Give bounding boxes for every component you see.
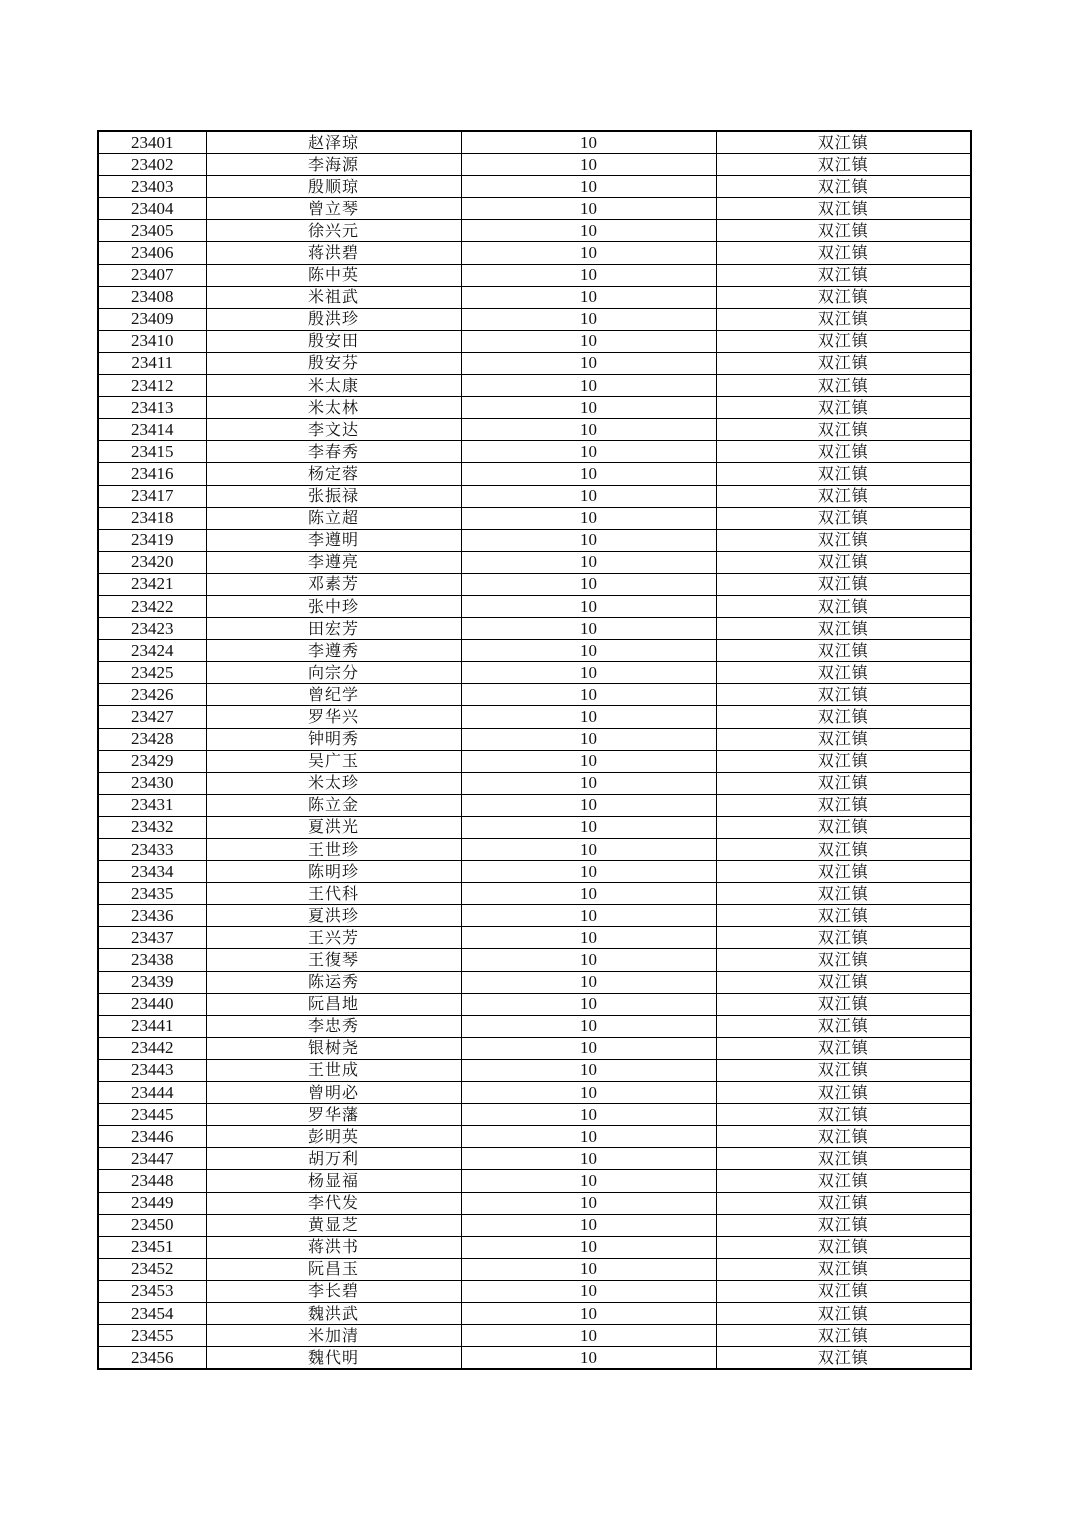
table-row	[98, 618, 971, 640]
cell-name: 彭明英	[206, 1126, 461, 1148]
cell-amount: 10	[461, 463, 716, 485]
cell-town: 双江镇	[716, 1126, 971, 1148]
cell-amount: 10	[461, 573, 716, 595]
cell-name: 曾纪学	[206, 684, 461, 706]
cell-town: 双江镇	[716, 131, 971, 154]
table-row	[98, 750, 971, 772]
cell-town: 双江镇	[716, 198, 971, 220]
cell-name: 李代发	[206, 1192, 461, 1214]
cell-town: 双江镇	[716, 728, 971, 750]
cell-town: 双江镇	[716, 905, 971, 927]
cell-amount: 10	[461, 529, 716, 551]
cell-name: 李遵亮	[206, 551, 461, 573]
cell-town: 双江镇	[716, 883, 971, 905]
cell-town: 双江镇	[716, 1037, 971, 1059]
cell-amount: 10	[461, 706, 716, 728]
cell-id: 23411	[98, 352, 206, 374]
table-row	[98, 1037, 971, 1059]
cell-amount: 10	[461, 397, 716, 419]
table-row	[98, 905, 971, 927]
cell-amount: 10	[461, 750, 716, 772]
table-row	[98, 1170, 971, 1192]
cell-town: 双江镇	[716, 220, 971, 242]
table-row	[98, 1302, 971, 1324]
cell-name: 田宏芳	[206, 618, 461, 640]
cell-amount: 10	[461, 286, 716, 308]
cell-town: 双江镇	[716, 352, 971, 374]
table-row	[98, 441, 971, 463]
cell-amount: 10	[461, 1258, 716, 1280]
cell-name: 夏洪光	[206, 816, 461, 838]
table-row	[98, 772, 971, 794]
cell-id: 23421	[98, 573, 206, 595]
cell-town: 双江镇	[716, 1280, 971, 1302]
cell-id: 23407	[98, 264, 206, 286]
table-row	[98, 1236, 971, 1258]
cell-amount: 10	[461, 1302, 716, 1324]
cell-amount: 10	[461, 131, 716, 154]
cell-name: 王兴芳	[206, 927, 461, 949]
cell-amount: 10	[461, 861, 716, 883]
cell-name: 夏洪珍	[206, 905, 461, 927]
table-row	[98, 1126, 971, 1148]
cell-id: 23405	[98, 220, 206, 242]
cell-name: 王世成	[206, 1059, 461, 1081]
cell-town: 双江镇	[716, 706, 971, 728]
cell-name: 陈明珍	[206, 861, 461, 883]
table-row	[98, 242, 971, 264]
cell-town: 双江镇	[716, 1015, 971, 1037]
cell-amount: 10	[461, 242, 716, 264]
cell-id: 23439	[98, 971, 206, 993]
cell-name: 邓素芳	[206, 573, 461, 595]
cell-id: 23430	[98, 772, 206, 794]
cell-town: 双江镇	[716, 330, 971, 352]
cell-name: 张中珍	[206, 595, 461, 617]
table-row	[98, 154, 971, 176]
cell-town: 双江镇	[716, 1059, 971, 1081]
cell-name: 米加清	[206, 1325, 461, 1347]
cell-amount: 10	[461, 905, 716, 927]
cell-id: 23408	[98, 286, 206, 308]
cell-id: 23428	[98, 728, 206, 750]
cell-id: 23431	[98, 794, 206, 816]
cell-id: 23425	[98, 662, 206, 684]
cell-town: 双江镇	[716, 485, 971, 507]
cell-town: 双江镇	[716, 595, 971, 617]
cell-name: 米祖武	[206, 286, 461, 308]
table-row	[98, 861, 971, 883]
cell-id: 23415	[98, 441, 206, 463]
cell-id: 23454	[98, 1302, 206, 1324]
cell-amount: 10	[461, 1037, 716, 1059]
cell-town: 双江镇	[716, 441, 971, 463]
cell-id: 23447	[98, 1148, 206, 1170]
table-row	[98, 839, 971, 861]
table-row	[98, 662, 971, 684]
cell-id: 23441	[98, 1015, 206, 1037]
cell-id: 23450	[98, 1214, 206, 1236]
cell-amount: 10	[461, 1347, 716, 1370]
cell-town: 双江镇	[716, 1148, 971, 1170]
table-row	[98, 507, 971, 529]
cell-amount: 10	[461, 971, 716, 993]
cell-name: 罗华兴	[206, 706, 461, 728]
cell-name: 殷顺琼	[206, 176, 461, 198]
cell-amount: 10	[461, 375, 716, 397]
cell-id: 23446	[98, 1126, 206, 1148]
cell-id: 23445	[98, 1104, 206, 1126]
cell-town: 双江镇	[716, 662, 971, 684]
cell-town: 双江镇	[716, 1236, 971, 1258]
cell-amount: 10	[461, 993, 716, 1015]
table-row	[98, 1082, 971, 1104]
cell-id: 23414	[98, 419, 206, 441]
cell-name: 王代科	[206, 883, 461, 905]
cell-amount: 10	[461, 595, 716, 617]
cell-name: 蒋洪书	[206, 1236, 461, 1258]
cell-id: 23423	[98, 618, 206, 640]
cell-id: 23417	[98, 485, 206, 507]
table-row	[98, 529, 971, 551]
cell-town: 双江镇	[716, 286, 971, 308]
cell-name: 杨显福	[206, 1170, 461, 1192]
cell-name: 米太林	[206, 397, 461, 419]
cell-name: 银树尧	[206, 1037, 461, 1059]
cell-id: 23452	[98, 1258, 206, 1280]
cell-town: 双江镇	[716, 375, 971, 397]
cell-amount: 10	[461, 198, 716, 220]
cell-id: 23436	[98, 905, 206, 927]
cell-amount: 10	[461, 1015, 716, 1037]
cell-id: 23416	[98, 463, 206, 485]
cell-name: 向宗分	[206, 662, 461, 684]
table-row	[98, 397, 971, 419]
cell-town: 双江镇	[716, 640, 971, 662]
cell-id: 23453	[98, 1280, 206, 1302]
cell-town: 双江镇	[716, 772, 971, 794]
cell-amount: 10	[461, 308, 716, 330]
cell-town: 双江镇	[716, 618, 971, 640]
cell-id: 23437	[98, 927, 206, 949]
cell-amount: 10	[461, 1170, 716, 1192]
cell-amount: 10	[461, 352, 716, 374]
cell-id: 23410	[98, 330, 206, 352]
cell-town: 双江镇	[716, 264, 971, 286]
table-row	[98, 595, 971, 617]
cell-name: 曾立琴	[206, 198, 461, 220]
cell-town: 双江镇	[716, 154, 971, 176]
cell-id: 23444	[98, 1082, 206, 1104]
cell-town: 双江镇	[716, 1214, 971, 1236]
cell-name: 陈立金	[206, 794, 461, 816]
cell-town: 双江镇	[716, 529, 971, 551]
cell-id: 23429	[98, 750, 206, 772]
cell-town: 双江镇	[716, 839, 971, 861]
cell-id: 23419	[98, 529, 206, 551]
cell-name: 罗华藩	[206, 1104, 461, 1126]
table-row	[98, 286, 971, 308]
cell-town: 双江镇	[716, 816, 971, 838]
table-row	[98, 728, 971, 750]
table-row	[98, 1148, 971, 1170]
table-row	[98, 375, 971, 397]
cell-amount: 10	[461, 816, 716, 838]
cell-town: 双江镇	[716, 794, 971, 816]
cell-name: 殷安田	[206, 330, 461, 352]
cell-amount: 10	[461, 640, 716, 662]
cell-name: 张振禄	[206, 485, 461, 507]
cell-town: 双江镇	[716, 949, 971, 971]
cell-town: 双江镇	[716, 971, 971, 993]
cell-id: 23432	[98, 816, 206, 838]
cell-name: 阮昌玉	[206, 1258, 461, 1280]
cell-id: 23404	[98, 198, 206, 220]
cell-name: 蒋洪碧	[206, 242, 461, 264]
cell-name: 殷洪珍	[206, 308, 461, 330]
cell-name: 李文达	[206, 419, 461, 441]
table-row	[98, 1214, 971, 1236]
cell-name: 李春秀	[206, 441, 461, 463]
cell-name: 钟明秀	[206, 728, 461, 750]
cell-id: 23448	[98, 1170, 206, 1192]
cell-id: 23402	[98, 154, 206, 176]
cell-amount: 10	[461, 176, 716, 198]
cell-name: 徐兴元	[206, 220, 461, 242]
table-row	[98, 1347, 971, 1370]
cell-name: 李遵秀	[206, 640, 461, 662]
table-row	[98, 485, 971, 507]
table-row	[98, 993, 971, 1015]
table-row	[98, 463, 971, 485]
table-row	[98, 573, 971, 595]
cell-id: 23413	[98, 397, 206, 419]
cell-amount: 10	[461, 1104, 716, 1126]
cell-town: 双江镇	[716, 573, 971, 595]
cell-town: 双江镇	[716, 176, 971, 198]
cell-amount: 10	[461, 154, 716, 176]
cell-name: 米太康	[206, 375, 461, 397]
cell-amount: 10	[461, 1192, 716, 1214]
cell-amount: 10	[461, 485, 716, 507]
cell-town: 双江镇	[716, 551, 971, 573]
cell-town: 双江镇	[716, 242, 971, 264]
table-row	[98, 308, 971, 330]
cell-id: 23435	[98, 883, 206, 905]
table-row	[98, 1325, 971, 1347]
cell-id: 23403	[98, 176, 206, 198]
table-row	[98, 1015, 971, 1037]
table-row	[98, 1258, 971, 1280]
roster-table	[97, 130, 972, 1370]
table-row	[98, 640, 971, 662]
cell-name: 黄显芝	[206, 1214, 461, 1236]
cell-amount: 10	[461, 883, 716, 905]
table-row	[98, 927, 971, 949]
cell-amount: 10	[461, 772, 716, 794]
table-row	[98, 794, 971, 816]
cell-town: 双江镇	[716, 993, 971, 1015]
cell-amount: 10	[461, 441, 716, 463]
table-row	[98, 706, 971, 728]
cell-town: 双江镇	[716, 463, 971, 485]
table-row	[98, 551, 971, 573]
cell-name: 陈运秀	[206, 971, 461, 993]
cell-id: 23456	[98, 1347, 206, 1370]
cell-name: 赵泽琼	[206, 131, 461, 154]
cell-id: 23440	[98, 993, 206, 1015]
cell-amount: 10	[461, 949, 716, 971]
cell-name: 米太珍	[206, 772, 461, 794]
cell-amount: 10	[461, 1236, 716, 1258]
cell-id: 23427	[98, 706, 206, 728]
cell-amount: 10	[461, 264, 716, 286]
cell-town: 双江镇	[716, 750, 971, 772]
cell-amount: 10	[461, 1082, 716, 1104]
cell-amount: 10	[461, 330, 716, 352]
cell-town: 双江镇	[716, 1104, 971, 1126]
cell-id: 23426	[98, 684, 206, 706]
cell-town: 双江镇	[716, 1170, 971, 1192]
cell-name: 李长碧	[206, 1280, 461, 1302]
cell-amount: 10	[461, 419, 716, 441]
cell-name: 曾明必	[206, 1082, 461, 1104]
cell-id: 23442	[98, 1037, 206, 1059]
table-row	[98, 971, 971, 993]
cell-town: 双江镇	[716, 308, 971, 330]
cell-town: 双江镇	[716, 397, 971, 419]
cell-name: 魏洪武	[206, 1302, 461, 1324]
cell-amount: 10	[461, 1280, 716, 1302]
cell-amount: 10	[461, 839, 716, 861]
cell-id: 23455	[98, 1325, 206, 1347]
cell-id: 23412	[98, 375, 206, 397]
cell-name: 胡万利	[206, 1148, 461, 1170]
cell-amount: 10	[461, 794, 716, 816]
table-row	[98, 198, 971, 220]
cell-name: 阮昌地	[206, 993, 461, 1015]
table-row	[98, 816, 971, 838]
cell-amount: 10	[461, 1148, 716, 1170]
table-row	[98, 352, 971, 374]
cell-name: 李忠秀	[206, 1015, 461, 1037]
cell-amount: 10	[461, 1214, 716, 1236]
table-row	[98, 1104, 971, 1126]
table-row	[98, 220, 971, 242]
cell-id: 23433	[98, 839, 206, 861]
cell-town: 双江镇	[716, 1258, 971, 1280]
cell-amount: 10	[461, 1325, 716, 1347]
cell-town: 双江镇	[716, 419, 971, 441]
cell-id: 23438	[98, 949, 206, 971]
cell-id: 23418	[98, 507, 206, 529]
cell-name: 殷安芬	[206, 352, 461, 374]
cell-amount: 10	[461, 551, 716, 573]
cell-town: 双江镇	[716, 927, 971, 949]
cell-id: 23434	[98, 861, 206, 883]
table-row	[98, 264, 971, 286]
cell-town: 双江镇	[716, 507, 971, 529]
cell-amount: 10	[461, 1059, 716, 1081]
cell-name: 陈中英	[206, 264, 461, 286]
table-row	[98, 176, 971, 198]
cell-amount: 10	[461, 507, 716, 529]
cell-town: 双江镇	[716, 1192, 971, 1214]
cell-town: 双江镇	[716, 1347, 971, 1370]
cell-town: 双江镇	[716, 1302, 971, 1324]
cell-amount: 10	[461, 927, 716, 949]
cell-id: 23424	[98, 640, 206, 662]
table-row	[98, 419, 971, 441]
table-row	[98, 1280, 971, 1302]
table-row	[98, 1192, 971, 1214]
cell-name: 王復琴	[206, 949, 461, 971]
cell-amount: 10	[461, 220, 716, 242]
cell-id: 23451	[98, 1236, 206, 1258]
table-row	[98, 684, 971, 706]
cell-amount: 10	[461, 618, 716, 640]
cell-town: 双江镇	[716, 1325, 971, 1347]
cell-id: 23449	[98, 1192, 206, 1214]
cell-town: 双江镇	[716, 1082, 971, 1104]
cell-id: 23401	[98, 131, 206, 154]
table-row	[98, 330, 971, 352]
cell-name: 李海源	[206, 154, 461, 176]
cell-amount: 10	[461, 1126, 716, 1148]
table-row	[98, 949, 971, 971]
cell-name: 李遵明	[206, 529, 461, 551]
cell-amount: 10	[461, 728, 716, 750]
table-row	[98, 131, 971, 154]
cell-name: 魏代明	[206, 1347, 461, 1370]
cell-name: 吴广玉	[206, 750, 461, 772]
cell-name: 杨定蓉	[206, 463, 461, 485]
roster-table-body	[98, 131, 971, 1369]
cell-id: 23420	[98, 551, 206, 573]
table-row	[98, 1059, 971, 1081]
cell-amount: 10	[461, 684, 716, 706]
cell-id: 23443	[98, 1059, 206, 1081]
table-row	[98, 883, 971, 905]
cell-name: 王世珍	[206, 839, 461, 861]
cell-id: 23406	[98, 242, 206, 264]
cell-name: 陈立超	[206, 507, 461, 529]
cell-id: 23422	[98, 595, 206, 617]
cell-id: 23409	[98, 308, 206, 330]
cell-town: 双江镇	[716, 861, 971, 883]
cell-amount: 10	[461, 662, 716, 684]
cell-town: 双江镇	[716, 684, 971, 706]
